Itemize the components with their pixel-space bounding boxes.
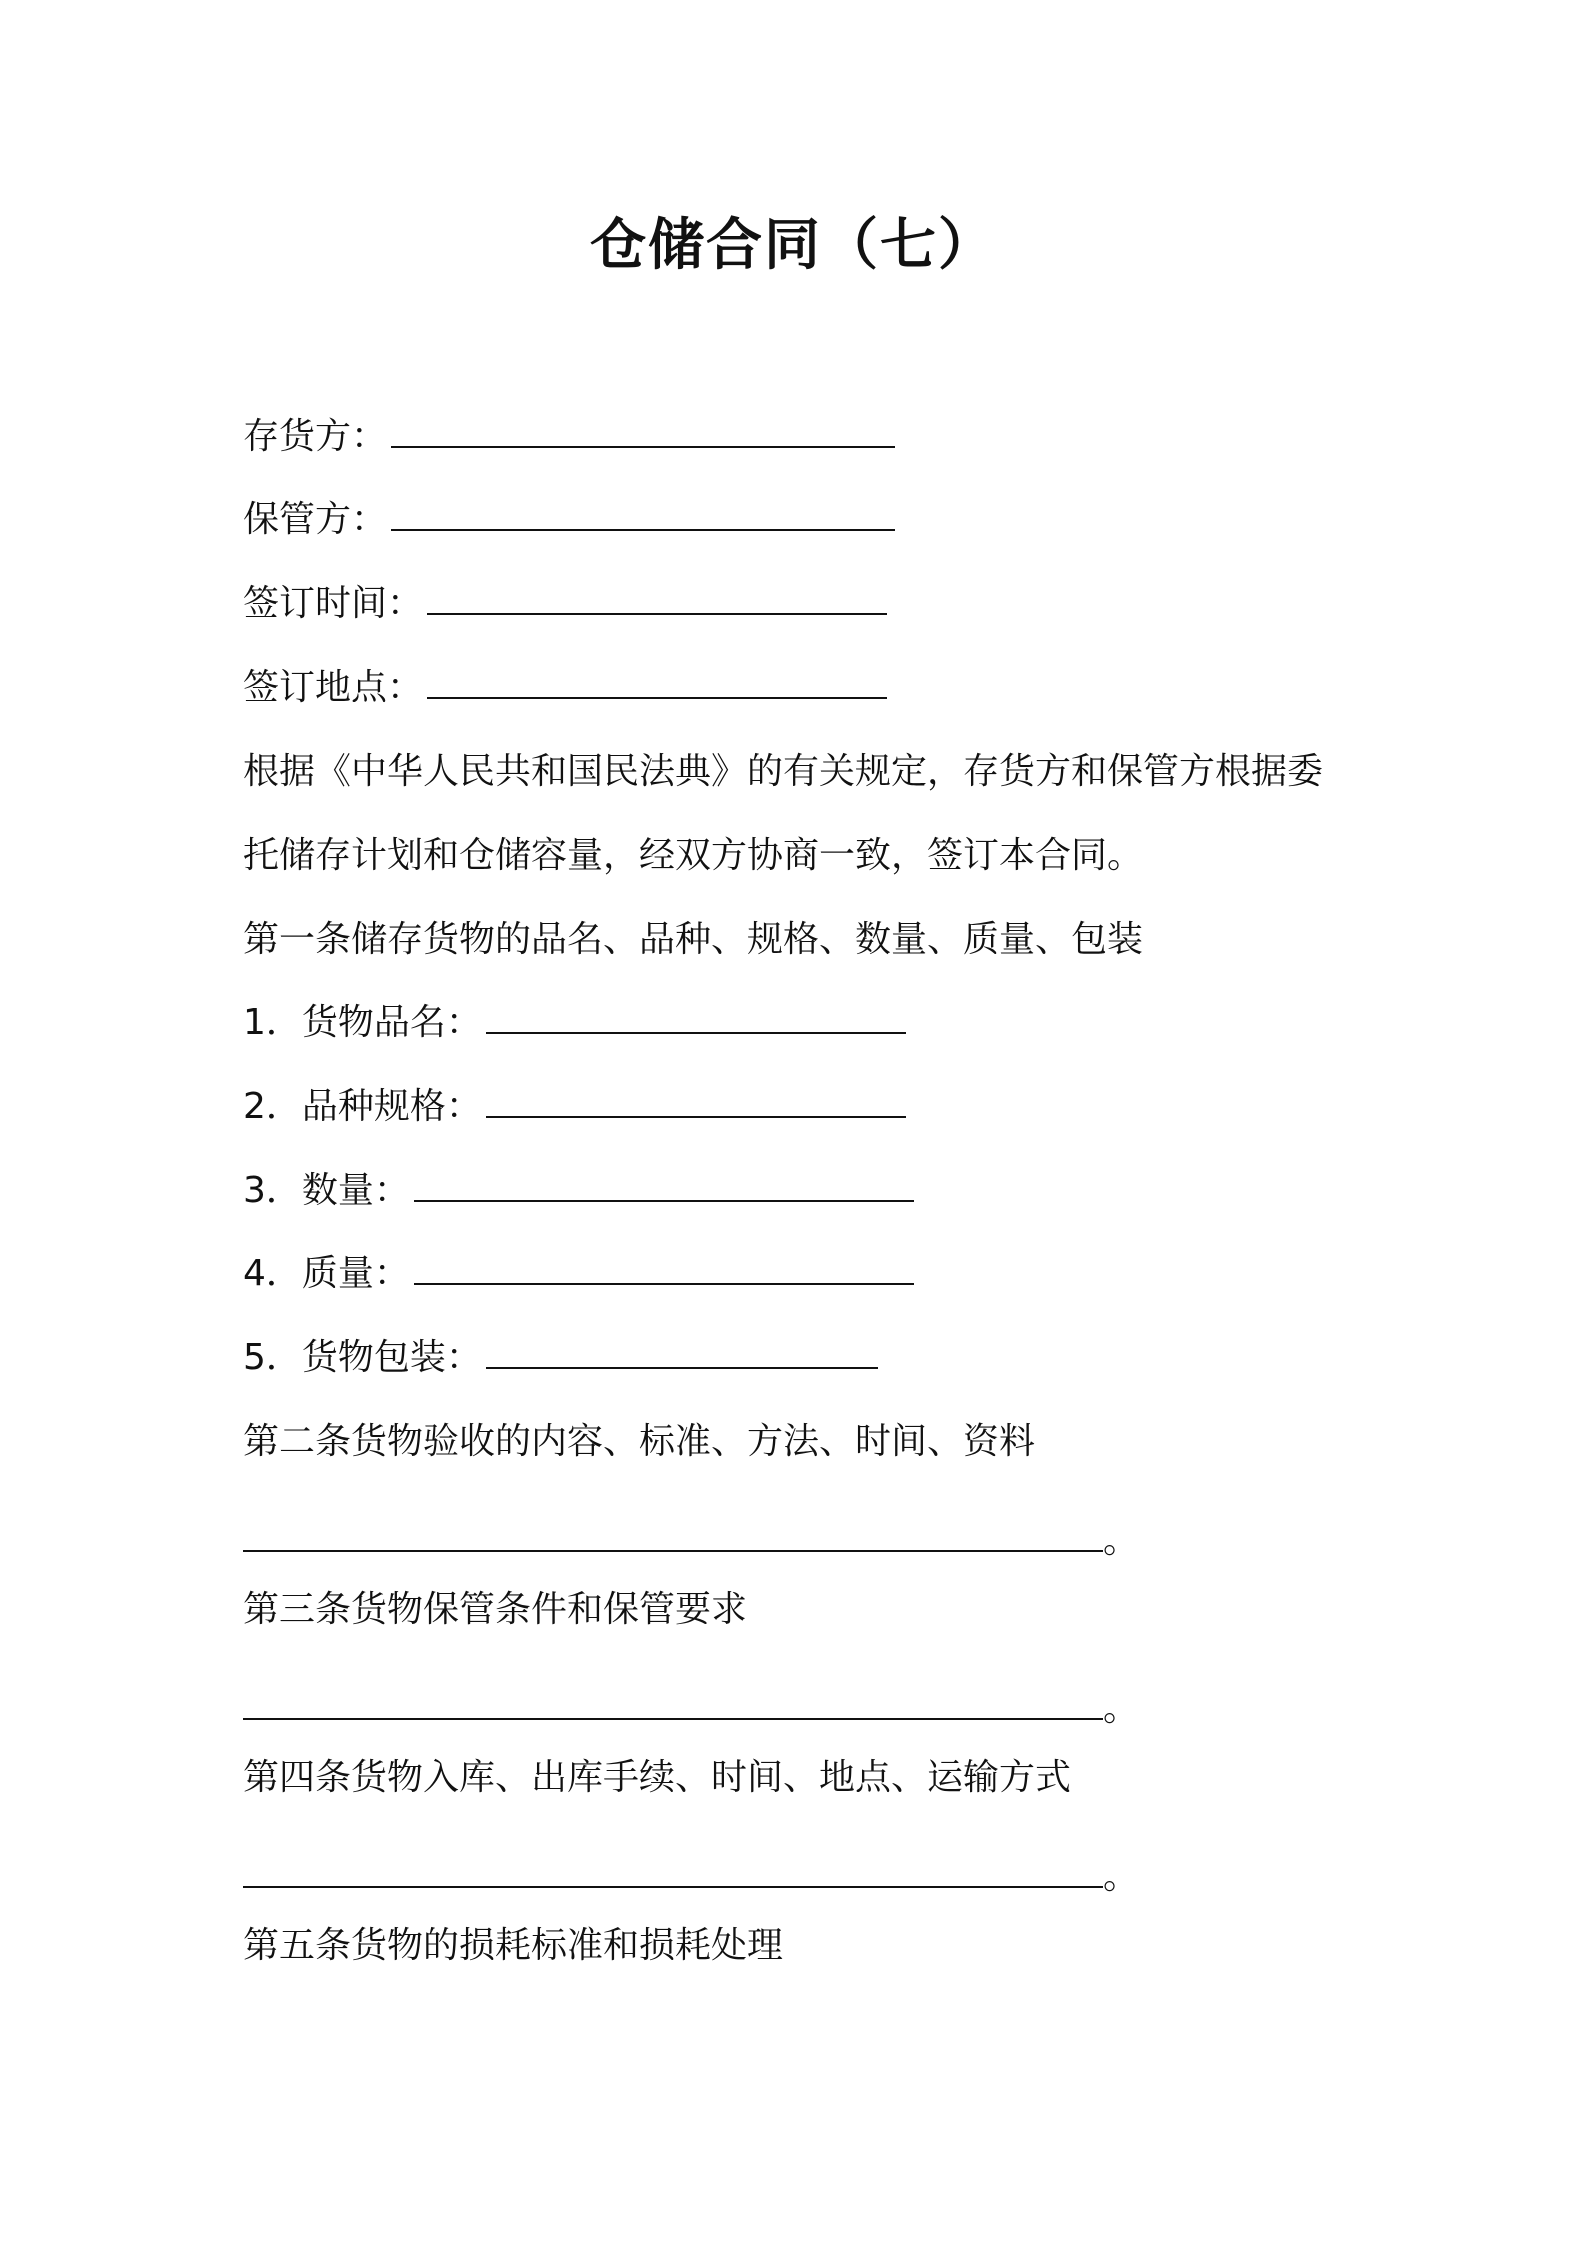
item-variety-spec-label: 2．品种规格： [243,1086,482,1127]
item-variety-spec [243,1077,906,1137]
quantity-blank[interactable] [414,1162,914,1202]
article-1-heading: 第一条储存货物的品名、品种、规格、数量、质量、包装 [243,919,1144,960]
item-quantity [243,1161,914,1221]
packaging-blank[interactable] [486,1329,878,1369]
article-2-heading: 第二条货物验收的内容、标准、方法、时间、资料 [243,1421,1036,1462]
item-packaging-label: 5．货物包装： [243,1337,482,1378]
article-2-blank-line [243,1510,1139,1571]
sign-place-blank[interactable] [427,659,887,699]
sign-time-label: 签订时间： [243,583,424,624]
depositor-field [243,407,895,467]
depositor-blank[interactable] [391,408,895,448]
sign-place-label: 签订地点： [243,667,424,708]
preamble-line-1: 根据《中华人民共和国民法典》的有关规定，存货方和保管方根据委 [243,751,1324,792]
sign-time-field [243,574,887,634]
item-quality-label: 4．质量： [243,1253,410,1294]
sign-time-blank[interactable] [427,575,887,615]
article-3-heading: 第三条货物保管条件和保管要求 [243,1589,748,1630]
item-quantity-label: 3．数量： [243,1170,410,1211]
custodian-blank[interactable] [391,491,895,531]
item-goods-name [243,993,906,1053]
article-4-end-mark: 。 [1103,1856,1140,1897]
preamble-line-2: 托储存计划和仓储容量，经双方协商一致，签订本合同。 [243,835,1144,876]
article-4-heading: 第四条货物入库、出库手续、时间、地点、运输方式 [243,1757,1072,1798]
variety-spec-blank[interactable] [486,1078,906,1118]
depositor-label: 存货方： [243,416,388,457]
document-title: 仓储合同（七） [590,213,996,278]
article-2-blank[interactable] [243,1510,1103,1552]
article-3-blank-line [243,1678,1139,1739]
article-3-blank[interactable] [243,1678,1103,1720]
article-4-blank-line [243,1846,1139,1907]
custodian-label: 保管方： [243,499,388,540]
item-quality [243,1244,914,1304]
article-4-blank[interactable] [243,1846,1103,1888]
item-packaging [243,1328,878,1388]
sign-place-field [243,658,887,718]
article-2-end-mark: 。 [1103,1520,1140,1561]
item-goods-name-label: 1．货物品名： [243,1002,482,1043]
custodian-field [243,490,895,550]
quality-blank[interactable] [414,1245,914,1285]
article-5-heading: 第五条货物的损耗标准和损耗处理 [243,1925,784,1966]
article-3-end-mark: 。 [1103,1688,1140,1729]
goods-name-blank[interactable] [486,994,906,1034]
